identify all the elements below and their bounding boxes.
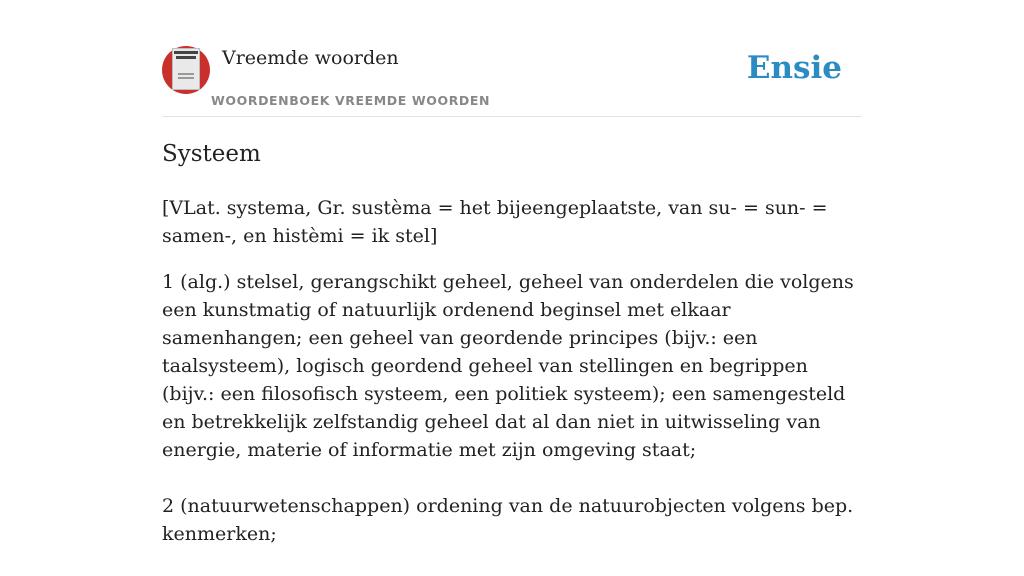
entry-title: Systeem (162, 141, 261, 167)
site-title[interactable]: Vreemde woorden (222, 47, 399, 69)
entry-etymology: [VLat. systema, Gr. sustèma = het bijeengeplaatste, van su- = sun- = samen-, en histèmi = ik stel] (162, 197, 828, 247)
entry-content (162, 138, 862, 576)
page (162, 0, 862, 545)
site-subtitle[interactable]: WOORDENBOEK VREEMDE WOORDEN (211, 93, 491, 108)
brand-logo[interactable]: Ensie (746, 50, 842, 86)
definition-2: 2 (natuurwetenschappen) ordening van de natuurobjecten volgens bep. kenmerken; (162, 495, 854, 545)
book-cover-icon[interactable] (162, 46, 210, 94)
header (162, 46, 862, 117)
definition-1: 1 (alg.) stelsel, gerangschikt geheel, geheel van onderdelen die volgens een kunstmatig of natuurlijk ordenend beginsel met elkaar samenhangen; een geheel van geordende principes (bijv.: een taalsysteem), logisch geordend geheel van stellingen en begrippen (bijv.: een filosofisch systeem, een politiek systeem); een samengesteld en betrekkelijk zelfstandig geheel dat al dan niet in uitwisseling van energie, materie of informatie met zijn omgeving staat; (162, 271, 854, 461)
book-icon (172, 48, 200, 90)
